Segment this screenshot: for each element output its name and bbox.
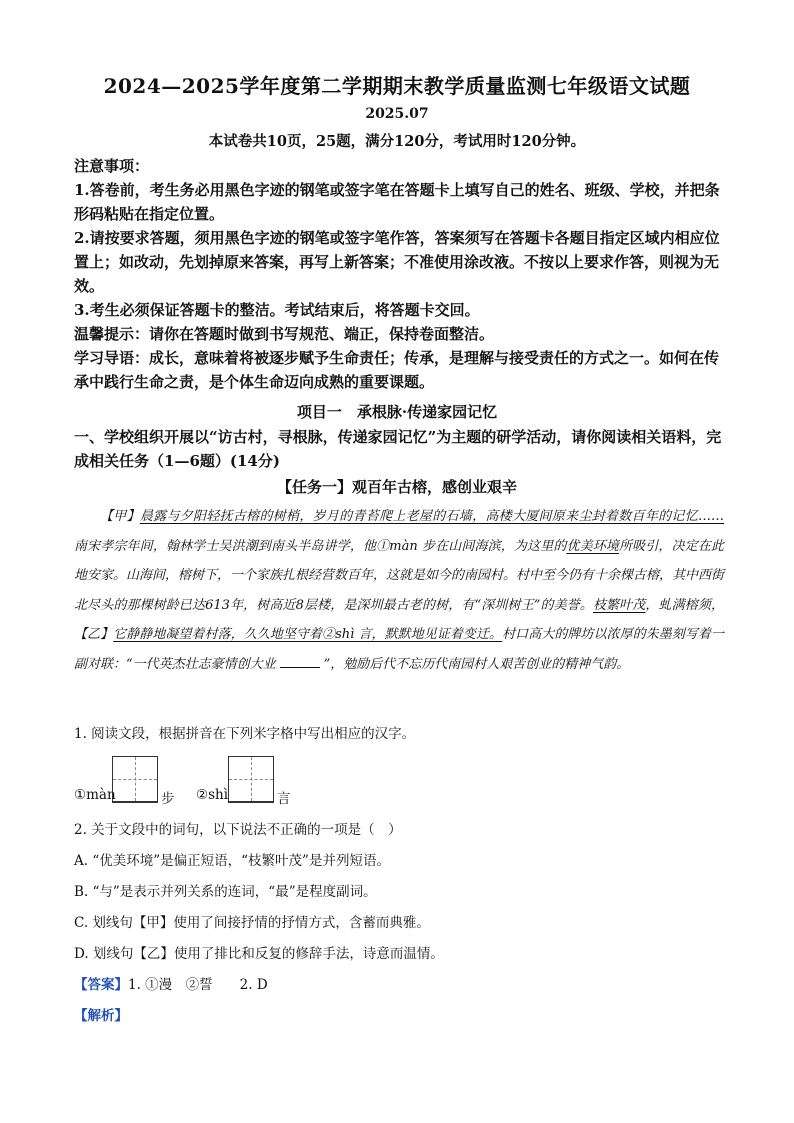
answer-line (74, 973, 268, 993)
exam-title: 2024—2025学年度第二学期期末教学质量监测七年级语文试题 (103, 74, 691, 98)
notes-block (74, 154, 724, 394)
option-c: C. 划线句【甲】使用了间接抒情的抒情方式，含蓄而典雅。 (74, 915, 430, 931)
notes-heading: 注意事项： (74, 157, 150, 175)
underlined-sentence-jia: 晨露与夕阳轻抚古榕的树梢，岁月的青苔爬上老屋的石墙，高楼大厦间原来尘封着数百年的记忆…… (139, 509, 724, 524)
pinyin-man: ①màn (74, 787, 116, 803)
underlined-sentence-yi: 它静静地凝望着村落，久久地坚守着②shì 言，默默地见证着变迁。 (113, 627, 503, 642)
mi-grid-box-1[interactable] (112, 756, 158, 802)
question-2-stem: 2. 关于文段中的词句，以下说法不正确的一项是（ ） (74, 822, 402, 838)
notes-tip: 温馨提示：请你在答题时做到书写规范、端正，保持卷面整洁。 (74, 325, 495, 343)
phrase-youmei-huanjing: 优美环境 (566, 538, 620, 554)
question-1: 1. 阅读文段，根据拼音在下列米字格中写出相应的汉字。 (74, 726, 416, 742)
phrase-zhifan-yemao: 枝繁叶茂 (592, 597, 646, 613)
exam-date: 2025.07 (365, 106, 429, 122)
couplet-blank[interactable] (280, 655, 320, 668)
character-grid-row (74, 750, 374, 807)
section-heading: 一、学校组织开展以“访古村，寻根脉，传递家园记忆”为主题的研学活动，请你阅读相关语料，完成相关任务（1—6题）(14分) (74, 428, 722, 470)
analysis-tag: 【解析】 (74, 1008, 128, 1024)
notes-item-3: 3.考生必须保证答题卡的整洁。考试结束后，将答题卡交回。 (74, 301, 480, 319)
notes-item-2: 2.请按要求答题，须用黑色字迹的钢笔或签字笔作答，答案须写在答题卡各题目指定区域内相应位置上；如改动，先划掉原来答案，再写上新答案；不准使用涂改液。不按以上要求作答，则视为无效。 (74, 229, 720, 295)
option-b: B. “与”是表示并列关系的连词，“最”是程度副词。 (74, 884, 377, 900)
reading-passage: 【甲】晨露与夕阳轻抚古榕的树梢，岁月的青苔爬上老屋的石墙，高楼大厦间原来尘封着数百年的记忆……南宋孝宗年间，翰林学士吴洪潮到南头半岛讲学，他①màn 步在山间海滨，为这里的优美环境所吸引，决定在此地安家。山海间，榕树下，一个家族扎根经营数百年，这就是如今的南园村。村中至今仍有十余棵古榕，其中西街北尽头的那棵树龄已达613年，树高近8层楼，是深圳最古老的树，有“深圳树王”的美誉。枝繁叶茂，虬满榕须，【乙】它静静地凝望着村落，久久地坚守着②shì 言，默默地见证着变迁。村口高大的牌坊以浓厚的朱墨刻写着一副对联：“一代英杰壮志豪情创大业 ”，勉励后代不忘历代南园村人艰苦创业的精神气韵。 (74, 509, 725, 672)
task-title: 【任务一】观百年古榕，感创业艰辛 (276, 478, 517, 496)
pinyin-shi: ②shì (196, 787, 229, 803)
project-title: 项目一 承根脉·传递家园记忆 (296, 403, 498, 421)
answer-tag: 【答案】 (74, 977, 128, 993)
notes-item-1: 1.答卷前，考生务必用黑色字迹的钢笔或签字笔在答题卡上填写自己的姓名、班级、学校，并把条形码粘贴在指定位置。 (74, 181, 720, 223)
suffix-yan: 言 (277, 791, 291, 807)
analysis-line (74, 1004, 128, 1024)
option-d: D. 划线句【乙】使用了排比和反复的修辞手法，诗意而温情。 (74, 946, 444, 962)
notes-guide: 学习导语：成长，意味着将被逐步赋予生命责任；传承，是理解与接受责任的方式之一。如何在传承中践行生命之责，是个体生命迈向成熟的重要课题。 (74, 349, 720, 391)
passage-label-jia: 【甲】 (100, 509, 140, 524)
option-a: A. “优美环境”是偏正短语，“枝繁叶茂”是并列短语。 (74, 853, 390, 869)
suffix-bu: 步 (161, 791, 175, 807)
exam-intro: 本试卷共10页，25题，满分120分，考试用时120分钟。 (208, 133, 586, 150)
answer-text: 1. ①漫 ②誓 2. D (128, 977, 268, 993)
mi-grid-box-2[interactable] (228, 756, 274, 802)
